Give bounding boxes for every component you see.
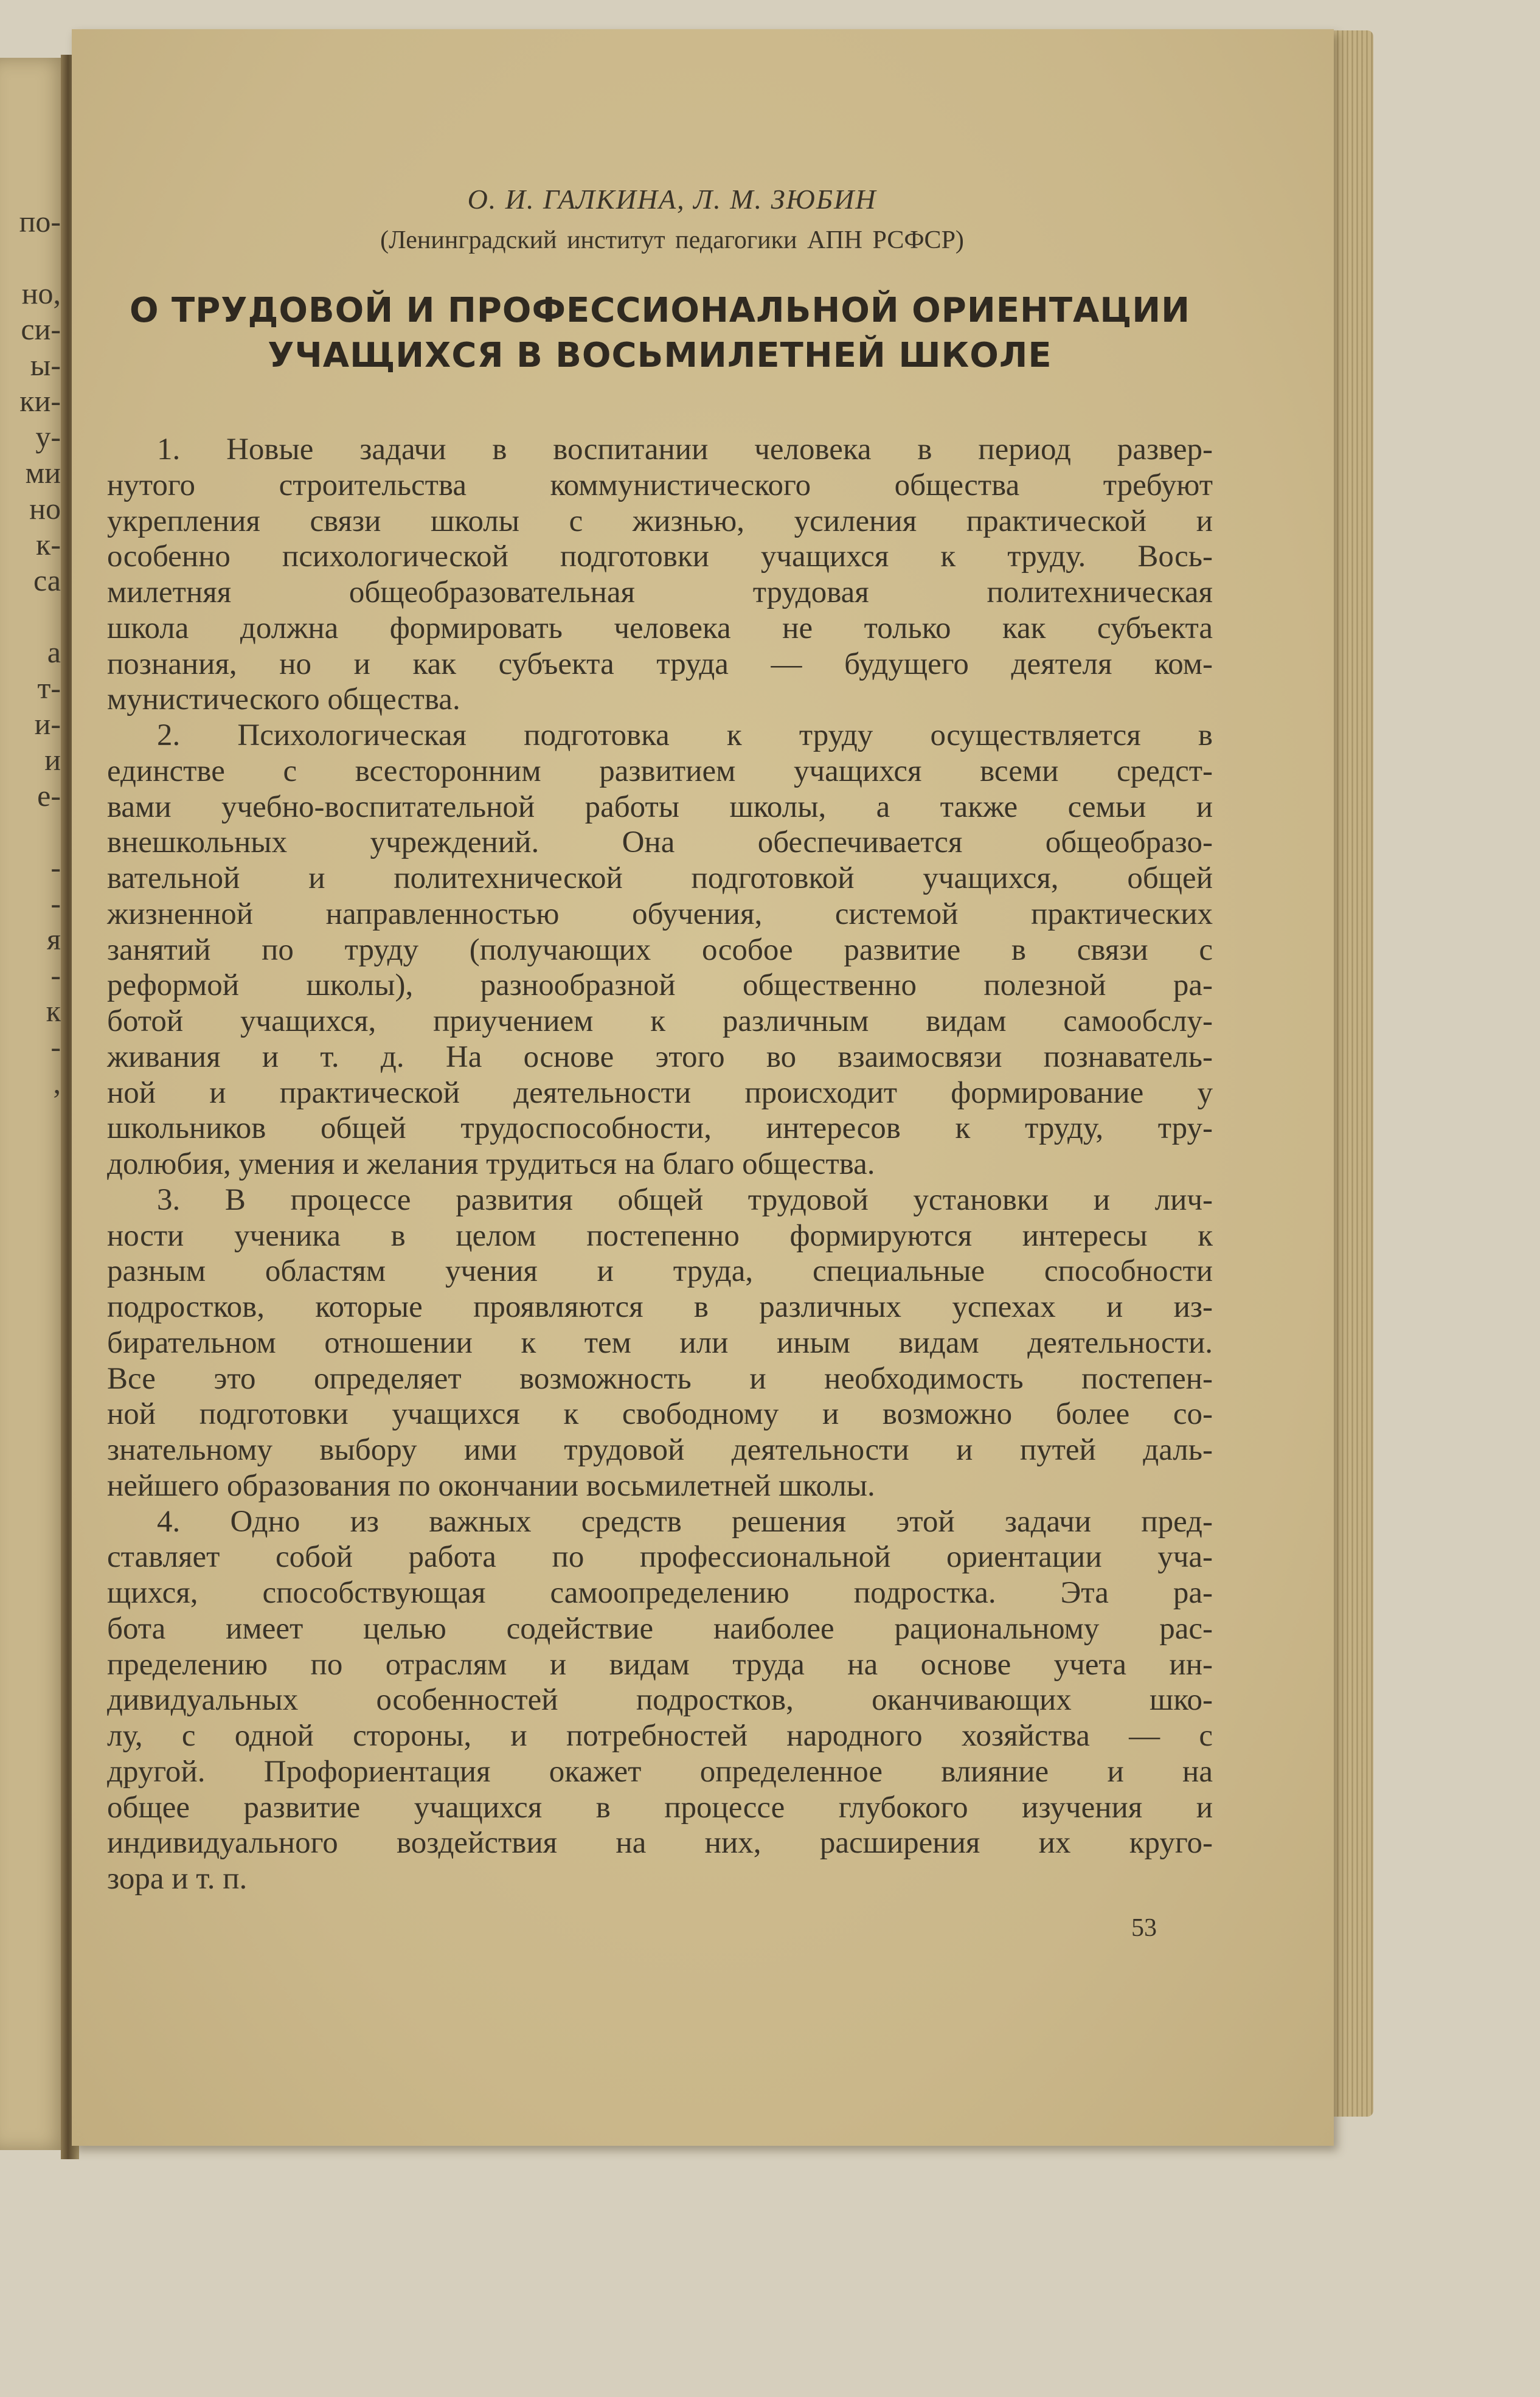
previous-page-fragment: а <box>47 635 61 669</box>
text-line: подростков, которые проявляются в различных успехах и из- <box>107 1290 1213 1324</box>
text-line: вами учебно-воспитательной работы школы, а также семьи и <box>107 789 1213 824</box>
article-body <box>107 432 1213 1897</box>
text-line: дивидуальных особенностей подростков, оканчивающих шко- <box>107 1683 1213 1718</box>
text-line: ботой учащихся, приучением к различным видам самообслу- <box>107 1004 1213 1038</box>
text-line: долюбия, умения и желания трудиться на благо общества. <box>107 1147 875 1181</box>
previous-page-fragment: си- <box>21 312 61 346</box>
text-line: зора и т. п. <box>107 1862 248 1896</box>
previous-page-fragment: у- <box>35 420 61 454</box>
text-line: школа должна формировать человека не только как субъекта <box>107 611 1213 645</box>
paragraph <box>107 1504 1213 1897</box>
article-authors: О. И. ГАЛКИНА, Л. М. ЗЮБИН <box>467 184 877 215</box>
text-line: разным областям учения и труда, специальные способности <box>107 1254 1213 1289</box>
previous-page-fragment: - <box>50 958 61 992</box>
text-line: ставляет собой работа по профессиональной ориентации уча- <box>107 1540 1213 1575</box>
article-title <box>107 288 1213 378</box>
text-line: познания, но и как субъекта труда — будущего деятеля ком- <box>107 647 1213 681</box>
previous-page-fragment <box>6 240 61 276</box>
text-line: внешкольных учреждений. Она обеспечивается общеобразо- <box>107 825 1213 860</box>
previous-page-fragment: и- <box>34 707 61 741</box>
previous-page-fragment: я <box>47 922 61 956</box>
text-line: 2. Психологическая подготовка к труду осуществляется в <box>157 718 1213 752</box>
text-line: единстве с всесторонним развитием учащихся всеми средст- <box>107 754 1213 788</box>
previous-page-edge <box>0 58 68 2150</box>
previous-page-fragment: е- <box>37 779 61 813</box>
previous-page-fragment: по- <box>19 204 61 238</box>
text-line: 1. Новые задачи в воспитании человека в период развер- <box>157 432 1213 467</box>
text-line: мунистического общества. <box>107 682 460 717</box>
previous-page-fragment: - <box>50 886 61 920</box>
previous-page-fragment: - <box>50 850 61 884</box>
text-line: 4. Одно из важных средств решения этой задачи пред- <box>157 1504 1213 1539</box>
title-line: О ТРУДОВОЙ И ПРОФЕССИОНАЛЬНОЙ ОРИЕНТАЦИИ <box>129 291 1191 330</box>
text-line: реформой школы), разнообразной общественно полезной ра- <box>107 968 1213 1003</box>
text-line: ной и практической деятельности происходит формирование у <box>107 1075 1213 1110</box>
paragraph <box>107 1182 1213 1504</box>
text-line: 3. В процессе развития общей трудовой установки и лич- <box>157 1182 1213 1217</box>
text-line: школьников общей трудоспособности, интересов к труду, тру- <box>107 1111 1213 1146</box>
paragraph <box>107 718 1213 1182</box>
text-line: пределению по отраслям и видам труда на основе учета ин- <box>107 1647 1213 1682</box>
previous-page-fragment: и <box>44 743 61 777</box>
text-line: индивидуального воздействия на них, расширения их круго- <box>107 1826 1213 1861</box>
author-institution: (Ленинградский институт педагогики АПН РСФСР) <box>380 226 964 254</box>
text-line: лу, с одной стороны, и потребностей народного хозяйства — с <box>107 1719 1213 1753</box>
previous-page-fragment: - <box>50 1030 61 1064</box>
text-line: ности ученика в целом постепенно формируются интересы к <box>107 1218 1213 1253</box>
text-line: вательной и политехнической подготовкой учащихся, общей <box>107 861 1213 895</box>
text-line: укрепления связи школы с жизнью, усиления практической и <box>107 504 1213 538</box>
text-line: знательному выбору ими трудовой деятельности и путей даль- <box>107 1433 1213 1467</box>
text-line: ной подготовки учащихся к свободному и возможно более со- <box>107 1397 1213 1432</box>
title-line: УЧАЩИХСЯ В ВОСЬМИЛЕТНЕЙ ШКОЛЕ <box>268 336 1052 375</box>
text-line: нейшего образования по окончании восьмилетней школы. <box>107 1468 875 1503</box>
text-line: занятий по труду (получающих особое развитие в связи с <box>107 932 1213 967</box>
text-line: Все это определяет возможность и необходимость постепен- <box>107 1361 1213 1396</box>
text-line: милетняя общеобразовательная трудовая политехническая <box>107 575 1213 609</box>
previous-page-fragment: к <box>46 994 61 1028</box>
previous-page-fragment: ми <box>25 456 61 490</box>
previous-page-fragment: т- <box>37 671 61 705</box>
text-line: живания и т. д. На основе этого во взаимосвязи познаватель- <box>107 1039 1213 1074</box>
page-number: 53 <box>1131 1914 1157 1942</box>
previous-page-fragment <box>6 814 61 850</box>
previous-page-fragment: ы- <box>30 348 61 382</box>
previous-page-fragment: са <box>33 563 61 597</box>
previous-page-fragment <box>6 598 61 634</box>
page-content <box>107 181 1213 1897</box>
text-line: щихся, способствующая самоопределению подростка. Эта ра- <box>107 1576 1213 1610</box>
book-page <box>72 29 1334 2146</box>
text-line: общее развитие учащихся в процессе глубокого изучения и <box>107 1790 1213 1825</box>
previous-page-fragment: , <box>53 1066 61 1100</box>
text-line: нутого строительства коммунистического общества требуют <box>107 468 1213 502</box>
text-line: бирательном отношении к тем или иным видам деятельности. <box>107 1325 1213 1360</box>
previous-page-fragment: но, <box>21 276 61 310</box>
previous-page-text-fragments <box>6 204 61 1101</box>
text-line: особенно психологической подготовки учащихся к труду. Вось- <box>107 539 1213 574</box>
text-line: жизненной направленностью обучения, системой практических <box>107 897 1213 931</box>
previous-page-fragment: к- <box>36 527 61 561</box>
previous-page-fragment: ки- <box>19 384 61 418</box>
previous-page-fragment: но <box>29 491 61 526</box>
text-line: другой. Профориентация окажет определенное влияние и на <box>107 1754 1213 1789</box>
paragraph <box>107 432 1213 718</box>
text-line: бота имеет целью содействие наиболее рациональному рас- <box>107 1611 1213 1646</box>
